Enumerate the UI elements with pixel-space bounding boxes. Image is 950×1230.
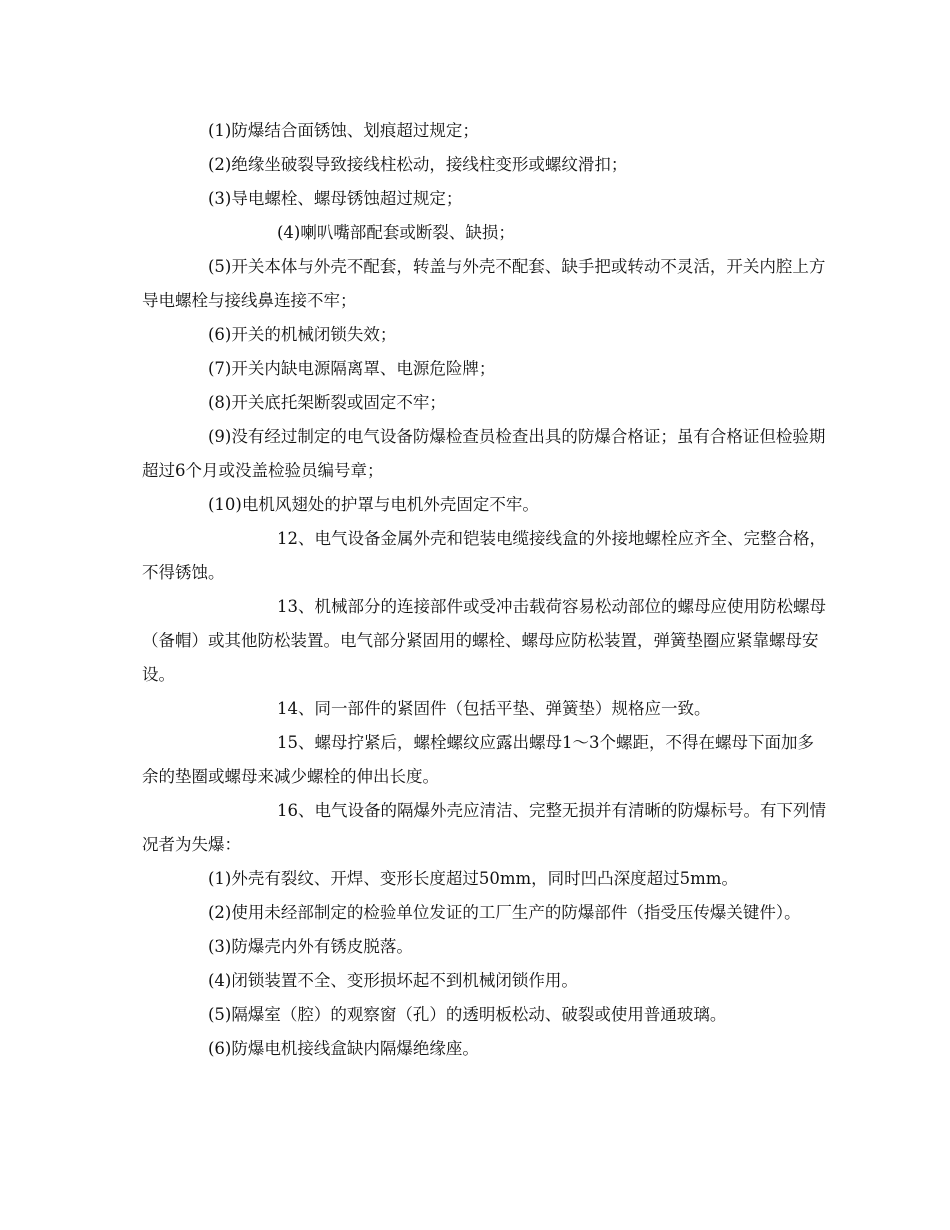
paragraph-subitem-6: (6)防爆电机接线盒缺内隔爆绝缘座。 bbox=[208, 1039, 479, 1058]
paragraph-clause-12: 12、电气设备金属外壳和铠装电缆接线盒的外接地螺栓应齐全、完整合格，不得锈蚀。 bbox=[142, 529, 826, 582]
paragraph-subitem-1: (1)外壳有裂纹、开焊、变形长度超过50mm，同时凹凸深度超过5mm。 bbox=[208, 869, 738, 888]
paragraph-item-6: (6)开关的机械闭锁失效； bbox=[208, 325, 397, 344]
document-body bbox=[142, 114, 827, 1066]
paragraph-clause-15: 15、螺母拧紧后，螺栓螺纹应露出螺母1～3个螺距，不得在螺母下面加多余的垫圈或螺母来减少螺栓的伸出长度。 bbox=[142, 733, 814, 786]
paragraph-item-2: (2)绝缘坐破裂导致接线柱松动，接线柱变形或螺纹滑扣； bbox=[208, 155, 628, 174]
paragraph-item-3: (3)导电螺栓、螺母锈蚀超过规定； bbox=[208, 189, 463, 208]
paragraph-subitem-4: (4)闭锁装置不全、变形损坏起不到机械闭锁作用。 bbox=[208, 971, 578, 990]
paragraph-item-10: (10)电机风翅处的护罩与电机外壳固定不牢。 bbox=[208, 495, 539, 514]
paragraph-subitem-3: (3)防爆壳内外有锈皮脱落。 bbox=[208, 937, 413, 956]
paragraph-item-7: (7)开关内缺电源隔离罩、电源危险牌； bbox=[208, 359, 496, 378]
paragraph-clause-16: 16、电气设备的隔爆外壳应清洁、完整无损并有清晰的防爆标号。有下列情况者为失爆： bbox=[142, 801, 826, 854]
paragraph-item-1: (1)防爆结合面锈蚀、划痕超过规定； bbox=[208, 121, 479, 140]
paragraph-item-5: (5)开关本体与外壳不配套，转盖与外壳不配套、缺手把或转动不灵活，开关内腔上方导电螺栓与接线鼻连接不牢； bbox=[142, 257, 826, 310]
paragraph-item-4: (4)喇叭嘴部配套或断裂、缺损； bbox=[277, 223, 515, 242]
paragraph-item-8: (8)开关底托架断裂或固定不牢； bbox=[208, 393, 446, 412]
paragraph-item-9: (9)没有经过制定的电气设备防爆检查员检查出具的防爆合格证；虽有合格证但检验期超过6个月或没盖检验员编号章； bbox=[142, 427, 826, 480]
paragraph-clause-14: 14、同一部件的紧固件（包括平垫、弹簧垫）规格应一致。 bbox=[277, 699, 711, 718]
paragraph-clause-13: 13、机械部分的连接部件或受冲击载荷容易松动部位的螺母应使用防松螺母（备帽）或其他防松装置。电气部分紧固用的螺栓、螺母应防松装置，弹簧垫圈应紧靠螺母安设。 bbox=[142, 597, 826, 684]
paragraph-subitem-5: (5)隔爆室（腔）的观察窗（孔）的透明板松动、破裂或使用普通玻璃。 bbox=[208, 1005, 727, 1024]
paragraph-subitem-2: (2)使用未经部制定的检验单位发证的工厂生产的防爆部件（指受压传爆关键件）。 bbox=[208, 903, 801, 922]
